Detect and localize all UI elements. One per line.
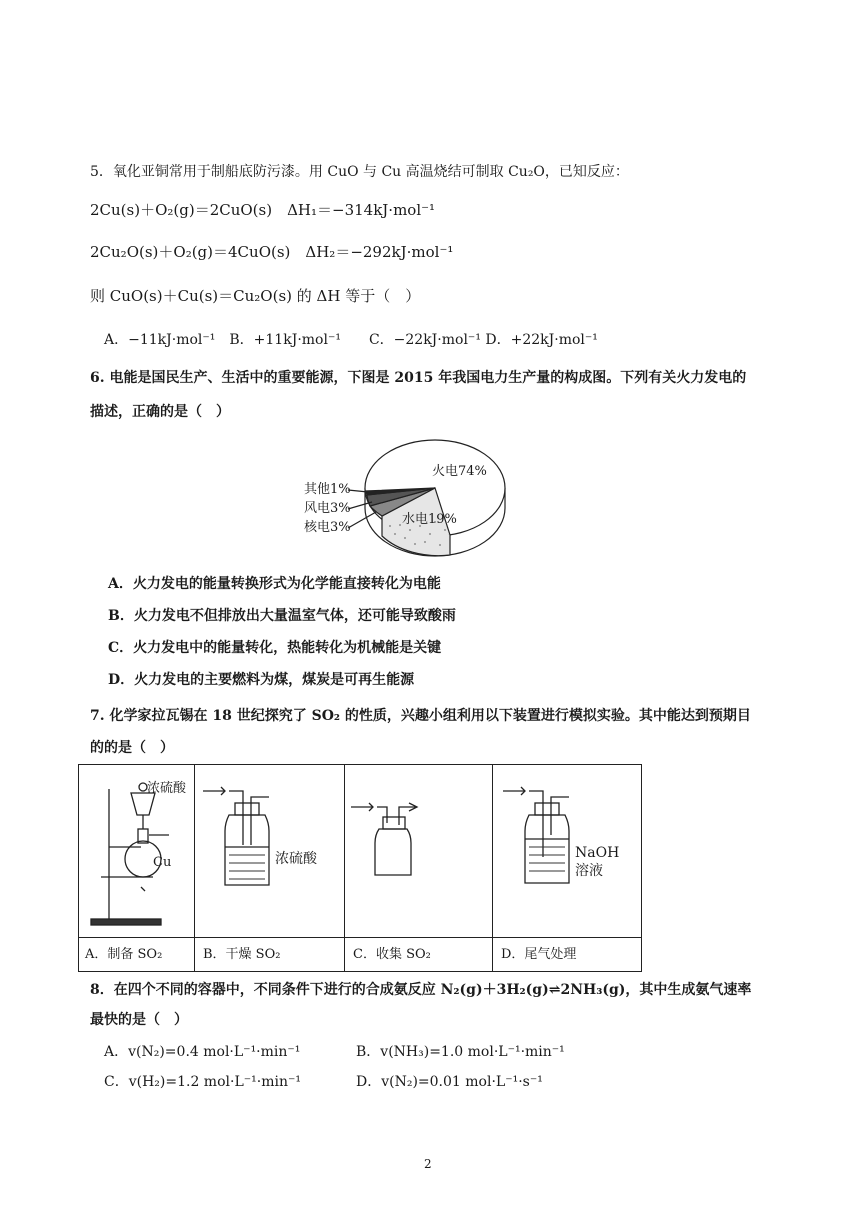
label-naoh: NaOH xyxy=(575,845,620,861)
pie-label-water: 水电19% xyxy=(402,512,457,527)
label-cu: Cu xyxy=(153,855,172,870)
pie-label-fire: 火电74% xyxy=(432,464,487,479)
page-number: 2 xyxy=(424,1157,432,1171)
pie-label-wind: 风电3% xyxy=(304,501,351,516)
caption-b: B．干燥 SO₂ xyxy=(203,947,281,962)
q8-option-a: A．v(N₂)=0.4 mol·L⁻¹·min⁻¹ xyxy=(104,1044,301,1060)
apparatus-table xyxy=(78,764,642,972)
caption-c: C．收集 SO₂ xyxy=(353,947,431,962)
pie-label-other: 其他1% xyxy=(304,482,351,497)
q7-stem-line2: 的的是（ ） xyxy=(90,740,174,756)
q6-option-b: B．火力发电不但排放出大量温室气体，还可能导致酸雨 xyxy=(108,608,456,624)
caption-d: D．尾气处理 xyxy=(501,947,577,962)
pie-label-nuclear: 核电3% xyxy=(304,520,351,535)
q8-stem-line1: 8．在四个不同的容器中，不同条件下进行的合成氨反应 N₂(g)＋3H₂(g)⇌2NH₃(g)，其中生成氨气速率 xyxy=(90,982,752,998)
label-solution: 溶液 xyxy=(575,863,603,879)
apparatus-b-drying xyxy=(199,775,289,895)
q5-stem: 5．氧化亚铜常用于制船底防污漆。用 CuO 与 Cu 高温烧结可制取 Cu₂O，已知反应： xyxy=(90,164,629,180)
label-conc-sulfuric-a: 浓硫酸 xyxy=(147,781,187,796)
label-conc-sulfuric-b: 浓硫酸 xyxy=(275,851,317,867)
q8-option-c: C．v(H₂)=1.2 mol·L⁻¹·min⁻¹ xyxy=(104,1074,301,1090)
q5-equation-1: 2Cu(s)＋O₂(g)＝2CuO(s) ΔH₁＝−314kJ·mol⁻¹ xyxy=(90,201,436,219)
caption-a: A．制备 SO₂ xyxy=(85,947,163,962)
q7-stem-line1: 7. 化学家拉瓦锡在 18 世纪探究了 SO₂ 的性质，兴趣小组利用以下装置进行模拟实验。其中能达到预期目 xyxy=(90,708,751,724)
q6-stem-line2: 描述，正确的是（ ） xyxy=(90,404,230,420)
q8-stem-line2: 最快的是（ ） xyxy=(90,1012,188,1028)
q5-question: 则 CuO(s)＋Cu(s)＝Cu₂O(s) 的 ΔH 等于（ ） xyxy=(90,287,421,305)
q6-option-d: D．火力发电的主要燃料为煤，煤炭是可再生能源 xyxy=(108,672,415,688)
q8-option-d: D．v(N₂)=0.01 mol·L⁻¹·s⁻¹ xyxy=(356,1074,543,1090)
q6-option-c: C．火力发电中的能量转化，热能转化为机械能是关键 xyxy=(108,640,442,656)
q6-stem-line1: 6. 电能是国民生产、生活中的重要能源，下图是 2015 年我国电力生产量的构成图。下列有关火力发电的 xyxy=(90,370,747,386)
q5-options: A．−11kJ·mol⁻¹ B．+11kJ·mol⁻¹ C．−22kJ·mol⁻¹ D．+22kJ·mol⁻¹ xyxy=(104,332,598,348)
q6-option-a: A．火力发电的能量转换形式为化学能直接转化为电能 xyxy=(108,576,441,592)
apparatus-c-collect xyxy=(347,775,487,895)
q5-equation-2: 2Cu₂O(s)＋O₂(g)＝4CuO(s) ΔH₂＝−292kJ·mol⁻¹ xyxy=(90,243,454,261)
q8-option-b: B．v(NH₃)=1.0 mol·L⁻¹·min⁻¹ xyxy=(356,1044,565,1060)
